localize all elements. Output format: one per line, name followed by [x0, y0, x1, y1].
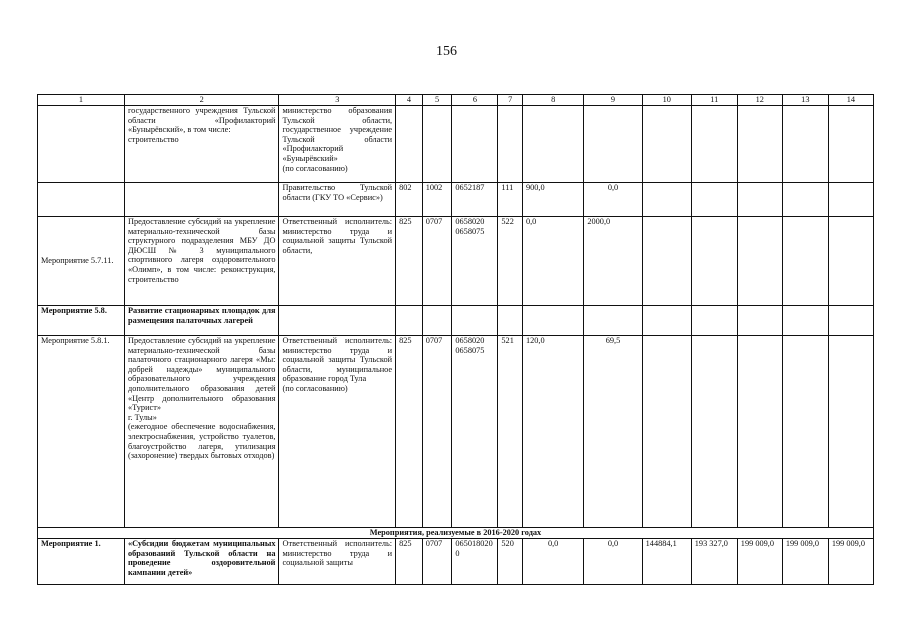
program-table — [37, 94, 874, 585]
table-row — [38, 106, 874, 183]
cell — [782, 217, 828, 306]
col-header: 11 — [691, 95, 737, 106]
cell — [737, 336, 782, 528]
cell — [422, 306, 452, 336]
page-number: 156 — [436, 44, 457, 59]
executor-cell — [279, 306, 396, 336]
table-row — [38, 306, 874, 336]
cell — [584, 306, 642, 336]
col-header: 2 — [124, 95, 279, 106]
description-cell: Предоставление субсидий на укрепление материально-технической базы структурного подразделения МБУ ДО ДЮСШ № 3 муниципального спортивного лагеря оздоровительного «Олимп», в том числе: реконструкция, строительство — [124, 217, 279, 306]
cell — [782, 106, 828, 183]
table-row — [38, 217, 874, 306]
col-header: 6 — [452, 95, 498, 106]
cell — [642, 183, 691, 217]
cell: 0658020 0658075 — [452, 336, 498, 528]
cell — [396, 306, 423, 336]
cell — [584, 106, 642, 183]
col-header: 10 — [642, 95, 691, 106]
section-title: Мероприятия, реализуемые в 2016-2020 годах — [38, 528, 874, 539]
cell — [737, 217, 782, 306]
executor-cell: Ответственный исполнитель: министерство труда и социальной защиты Тульской области, — [279, 217, 396, 306]
cell — [737, 183, 782, 217]
cell — [522, 306, 583, 336]
cell — [828, 306, 873, 336]
cell — [691, 217, 737, 306]
col-header: 4 — [396, 95, 423, 106]
cell — [737, 306, 782, 336]
cell: 0658020 0658075 — [452, 217, 498, 306]
cell — [642, 336, 691, 528]
cell: 825 — [396, 336, 423, 528]
cell: 0652187 — [452, 183, 498, 217]
cell — [522, 106, 583, 183]
cell: 900,0 — [522, 183, 583, 217]
col-header: 5 — [422, 95, 452, 106]
cell — [642, 306, 691, 336]
cell: 802 — [396, 183, 423, 217]
event-cell: Мероприятие 1. — [38, 539, 125, 585]
cell: 2000,0 — [584, 217, 642, 306]
cell — [737, 106, 782, 183]
cell — [691, 183, 737, 217]
cell: 520 — [498, 539, 523, 585]
col-header: 7 — [498, 95, 523, 106]
executor-cell: Ответственный исполнитель: министерство труда и социальной защиты — [279, 539, 396, 585]
cell — [452, 106, 498, 183]
cell: 144884,1 — [642, 539, 691, 585]
cell: 193 327,0 — [691, 539, 737, 585]
cell: 111 — [498, 183, 523, 217]
col-header: 14 — [828, 95, 873, 106]
cell — [782, 306, 828, 336]
cell: 0,0 — [522, 217, 583, 306]
cell — [642, 217, 691, 306]
cell — [642, 106, 691, 183]
cell: 1002 — [422, 183, 452, 217]
cell — [828, 183, 873, 217]
cell: 825 — [396, 217, 423, 306]
cell — [691, 306, 737, 336]
table-row — [38, 539, 874, 585]
cell: 522 — [498, 217, 523, 306]
cell: 0707 — [422, 539, 452, 585]
cell: 0,0 — [584, 539, 642, 585]
col-header: 1 — [38, 95, 125, 106]
cell: 199 009,0 — [828, 539, 873, 585]
col-header: 3 — [279, 95, 396, 106]
event-cell: Мероприятие 5.8.1. — [38, 336, 125, 528]
cell — [782, 183, 828, 217]
cell: 0707 — [422, 336, 452, 528]
cell — [782, 336, 828, 528]
event-cell: Мероприятие 5.8. — [38, 306, 125, 336]
cell: 825 — [396, 539, 423, 585]
col-header: 13 — [782, 95, 828, 106]
cell — [828, 336, 873, 528]
cell: 199 009,0 — [737, 539, 782, 585]
cell: 69,5 — [584, 336, 642, 528]
table-row — [38, 336, 874, 528]
executor-cell: Правительство Тульской области (ГКУ ТО «Сервис») — [279, 183, 396, 217]
cell: 0650180200 — [452, 539, 498, 585]
cell — [828, 106, 873, 183]
cell — [498, 106, 523, 183]
description-cell: государственного учреждения Тульской области «Профилакторий «Бунырёвский», в том числе: строительство — [124, 106, 279, 183]
description-cell — [124, 183, 279, 217]
event-cell — [38, 183, 125, 217]
cell — [452, 306, 498, 336]
cell: 521 — [498, 336, 523, 528]
description-cell: Развитие стационарных площадок для размещения палаточных лагерей — [124, 306, 279, 336]
header-row — [38, 95, 874, 106]
cell — [422, 106, 452, 183]
section-row — [38, 528, 874, 539]
description-cell: «Субсидии бюджетам муниципальных образований Тульской области на проведение оздоровительной кампании детей» — [124, 539, 279, 585]
event-cell — [38, 106, 125, 183]
cell — [691, 336, 737, 528]
cell — [396, 106, 423, 183]
table-row — [38, 183, 874, 217]
description-cell: Предоставление субсидий на укрепление материально-технической базы палаточного стационарного лагеря «Мы: добрей надежды» муниципального образовательного учреждения дополнительного образования детей «Центр дополнительного образования «Турист» г. Тулы» (ежегодное обеспечение водоснабжения, электроснабжения, устройство туалетов, благоустройство лагеря, утилизация (захоронение) твердых бытовых отходов) — [124, 336, 279, 528]
col-header: 8 — [522, 95, 583, 106]
executor-cell: министерство образования Тульской области, государственное учреждение Тульской области «Профилакторий «Бунырёвский» (по согласованию) — [279, 106, 396, 183]
cell: 0,0 — [584, 183, 642, 217]
cell: 120,0 — [522, 336, 583, 528]
cell: 199 009,0 — [782, 539, 828, 585]
cell: 0,0 — [522, 539, 583, 585]
executor-cell: Ответственный исполнитель: министерство труда и социальной защиты Тульской области, муниципальное образование город Тула (по согласованию) — [279, 336, 396, 528]
cell — [498, 306, 523, 336]
col-header: 12 — [737, 95, 782, 106]
cell — [828, 217, 873, 306]
cell: 0707 — [422, 217, 452, 306]
event-cell: Мероприятие 5.7.11. — [38, 217, 125, 306]
col-header: 9 — [584, 95, 642, 106]
cell — [691, 106, 737, 183]
